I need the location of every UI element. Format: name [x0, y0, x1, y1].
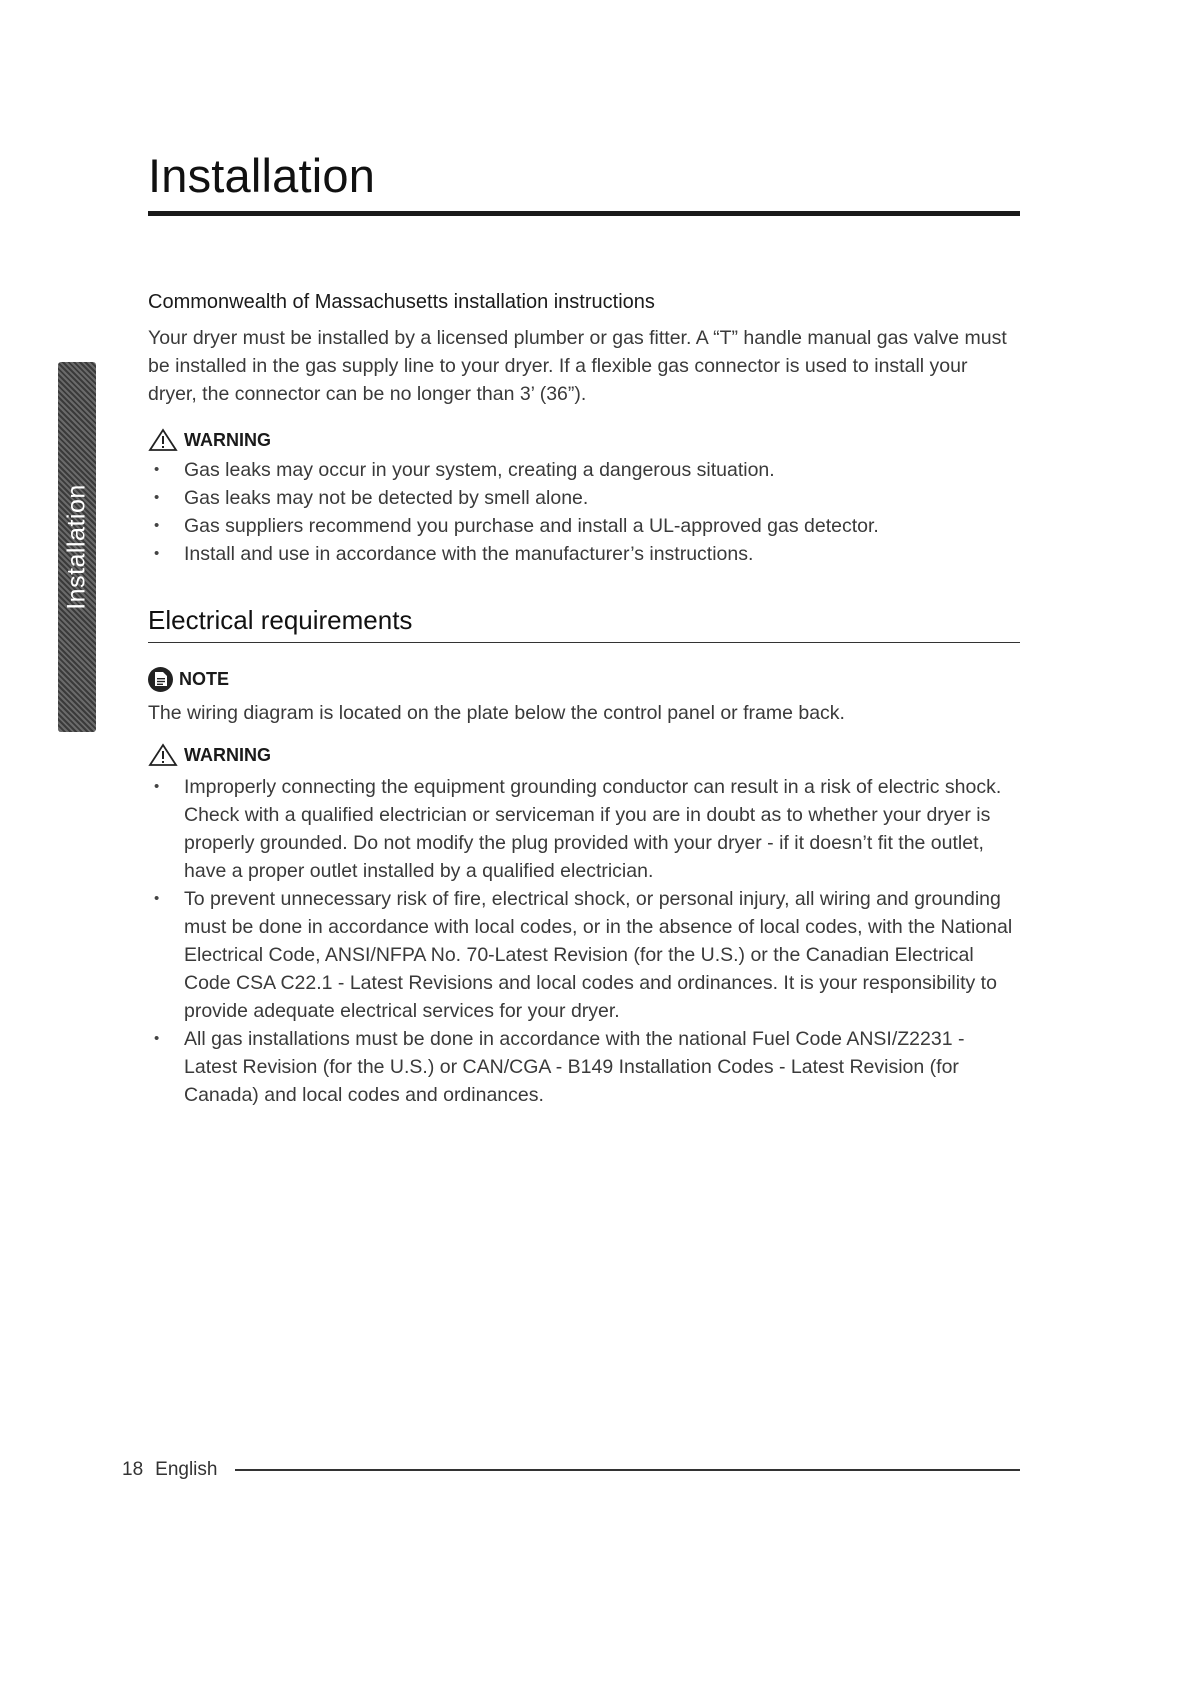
list-item: [148, 1025, 1020, 1109]
list-item: [148, 773, 1020, 885]
note-icon: [148, 667, 173, 692]
document-icon: [154, 671, 168, 687]
warning-triangle-icon: [148, 743, 178, 767]
list-item-text: Check with a qualified electrician or serviceman if you are in doubt as to whether your dryer is properly grounded. Do not modify the plug provided with your dryer - if it doesn’t fit the outlet, have a proper outlet installed by a qualified electrician.: [184, 804, 991, 882]
footer-rule: [235, 1469, 1020, 1471]
list-item-text: • All gas installations must be done in accordance with the national Fuel Code ANSI/Z2231 - Latest Revision (for the U.S.) or CAN/CGA - B149 Installation Codes - Latest Revision (for Canada) and local codes and ordinances.: [184, 1028, 965, 1106]
side-tab-label: Installation: [62, 484, 91, 610]
list-item: • Install and use in accordance with the manufacturer’s instructions.: [148, 540, 1020, 568]
section-title: Electrical requirements: [148, 604, 1020, 643]
footer-language: English: [155, 1459, 218, 1480]
list-item: • Gas suppliers recommend you purchase and install a UL-approved gas detector.: [148, 512, 1020, 540]
warning-label-text: WARNING: [184, 745, 271, 765]
title-rule: [148, 211, 1020, 216]
warning-label: [148, 741, 1020, 769]
gas-warning-list: [148, 456, 1020, 568]
page-number: 18: [122, 1459, 144, 1480]
electrical-warning-list: [148, 773, 1020, 1109]
warning-triangle-icon: [148, 428, 178, 452]
massachusetts-heading: Commonwealth of Massachusetts installation instructions: [148, 291, 655, 313]
footer: [122, 1459, 1020, 1481]
list-item: • Gas leaks may occur in your system, creating a dangerous situation.: [148, 456, 1020, 484]
list-item-text: • Improperly connecting the equipment grounding conductor can result in a risk of electric shock.: [184, 776, 1002, 798]
content: [148, 288, 1020, 1109]
warning-label-text: WARNING: [184, 430, 271, 450]
list-item-text: • To prevent unnecessary risk of fire, electrical shock, or personal injury, all wiring and grounding must be done in accordance with local codes, or in the absence of local codes, with the National Electrical Code, ANSI/NFPA No. 70-Latest Revision (for the U.S.) or the Canadian Electrical Code CSA C22.1 - Latest Revisions and local codes and ordinances. It is your responsibility to provide adequate electrical services for your dryer.: [184, 888, 1013, 1022]
massachusetts-body: Your dryer must be installed by a licensed plumber or gas fitter. A “T” handle manual gas valve must be installed in the gas supply line to your dryer. If a flexible gas connector is used to install your dryer, the connector can be no longer than 3’ (36”).: [148, 327, 1007, 405]
page-title: Installation: [148, 149, 376, 202]
list-item: [148, 885, 1020, 1025]
note-label: [148, 665, 1020, 693]
note-label-text: NOTE: [179, 669, 230, 689]
warning-label: [148, 426, 1020, 454]
list-item: • Gas leaks may not be detected by smell alone.: [148, 484, 1020, 512]
note-text: The wiring diagram is located on the plate below the control panel or frame back.: [148, 702, 845, 724]
